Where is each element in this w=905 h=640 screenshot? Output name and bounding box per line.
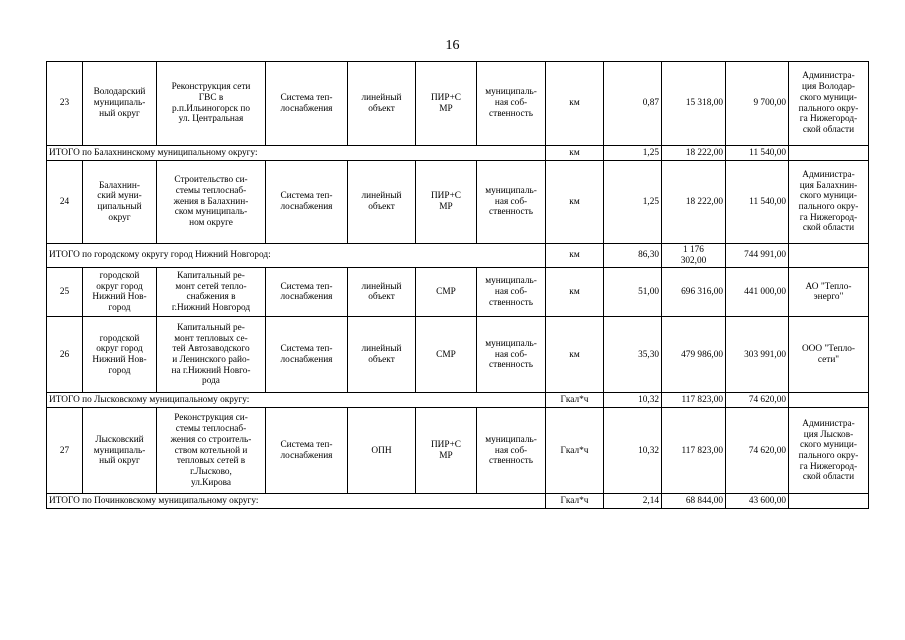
cost-total-cell: 18 222,00 xyxy=(662,161,726,244)
executor-cell: Администра- ция Балахнин- ского муници- пального окру- га Нижегород- ской области xyxy=(789,161,869,244)
executor-cell: Администра- ция Лысков- ского муници- пального окру- га Нижегород- ской области xyxy=(789,408,869,494)
quantity-cell: 86,30 xyxy=(604,244,662,268)
object-cell: линейный объект xyxy=(348,62,416,146)
unit-cell: км xyxy=(546,317,604,393)
table-row xyxy=(47,161,869,244)
executor-cell xyxy=(789,244,869,268)
system-cell: Система теп- лоснабжения xyxy=(266,317,348,393)
cost-budget-cell: 11 540,00 xyxy=(726,161,789,244)
row-number: 24 xyxy=(47,161,83,244)
cost-total-cell: 68 844,00 xyxy=(662,494,726,509)
cost-total-cell: 117 823,00 xyxy=(662,393,726,408)
executor-cell xyxy=(789,393,869,408)
unit-cell: Гкал*ч xyxy=(546,408,604,494)
total-label: ИТОГО по Починковскому муниципальному округу: xyxy=(47,494,546,509)
executor-cell: Администра- ция Володар- ского муници- пального окру- га Нижегород- ской области xyxy=(789,62,869,146)
total-label: ИТОГО по городскому округу город Нижний Новгород: xyxy=(47,244,546,268)
quantity-cell: 2,14 xyxy=(604,494,662,509)
cost-budget-cell: 74 620,00 xyxy=(726,408,789,494)
stage-cell: ПИР+С МР xyxy=(416,408,477,494)
total-label: ИТОГО по Балахнинскому муниципальному округу: xyxy=(47,146,546,161)
cost-total-cell: 15 318,00 xyxy=(662,62,726,146)
description-cell: Реконструкция си- стемы теплоснаб- жения со строитель- ством котельной и тепловых сетей в г.Лысково, ул.Кирова xyxy=(157,408,266,494)
cost-budget-cell: 744 991,00 xyxy=(726,244,789,268)
district-cell: городской округ город Нижний Нов- город xyxy=(83,268,157,317)
stage-cell: СМР xyxy=(416,268,477,317)
quantity-cell: 10,32 xyxy=(604,393,662,408)
description-cell: Капитальный ре- монт тепловых се- тей Автозаводского и Ленинского райо- на г.Нижний Новго- рода xyxy=(157,317,266,393)
total-row xyxy=(47,393,869,408)
object-cell: ОПН xyxy=(348,408,416,494)
row-number: 27 xyxy=(47,408,83,494)
system-cell: Система теп- лоснабжения xyxy=(266,268,348,317)
description-cell: Строительство си- стемы теплоснаб- жения в Балахнин- ском муниципаль- ном округе xyxy=(157,161,266,244)
description-cell: Капитальный ре- монт сетей тепло- снабжения в г.Нижний Новгород xyxy=(157,268,266,317)
page-number: 16 xyxy=(445,38,460,53)
district-cell: Володарский муниципаль- ный округ xyxy=(83,62,157,146)
unit-cell: км xyxy=(546,62,604,146)
system-cell: Система теп- лоснабжения xyxy=(266,408,348,494)
quantity-cell: 10,32 xyxy=(604,408,662,494)
total-label: ИТОГО по Лысковскому муниципальному округу: xyxy=(47,393,546,408)
cost-budget-cell: 9 700,00 xyxy=(726,62,789,146)
table-row xyxy=(47,62,869,146)
unit-cell: км xyxy=(546,161,604,244)
object-cell: линейный объект xyxy=(348,161,416,244)
executor-cell: АО "Тепло- энерго" xyxy=(789,268,869,317)
object-cell: линейный объект xyxy=(348,317,416,393)
district-cell: городской округ город Нижний Нов- город xyxy=(83,317,157,393)
total-row xyxy=(47,244,869,268)
cost-budget-cell: 74 620,00 xyxy=(726,393,789,408)
quantity-cell: 35,30 xyxy=(604,317,662,393)
executor-cell xyxy=(789,494,869,509)
cost-budget-cell: 43 600,00 xyxy=(726,494,789,509)
ownership-cell: муниципаль- ная соб- ственность xyxy=(477,317,546,393)
unit-cell: Гкал*ч xyxy=(546,393,604,408)
unit-cell: Гкал*ч xyxy=(546,494,604,509)
table-row xyxy=(47,268,869,317)
cost-total-cell: 117 823,00 xyxy=(662,408,726,494)
quantity-cell: 1,25 xyxy=(604,161,662,244)
cost-total-cell: 479 986,00 xyxy=(662,317,726,393)
quantity-cell: 0,87 xyxy=(604,62,662,146)
district-cell: Лысковский муниципаль- ный округ xyxy=(83,408,157,494)
cost-total-cell: 18 222,00 xyxy=(662,146,726,161)
district-cell: Балахнин- ский муни- ципальный округ xyxy=(83,161,157,244)
cost-budget-cell: 11 540,00 xyxy=(726,146,789,161)
row-number: 26 xyxy=(47,317,83,393)
executor-cell: ООО "Тепло- сети" xyxy=(789,317,869,393)
total-row xyxy=(47,494,869,509)
object-cell: линейный объект xyxy=(348,268,416,317)
table-row xyxy=(47,317,869,393)
unit-cell: км xyxy=(546,244,604,268)
cost-budget-cell: 303 991,00 xyxy=(726,317,789,393)
cost-total-cell: 696 316,00 xyxy=(662,268,726,317)
table-row xyxy=(47,408,869,494)
ownership-cell: муниципаль- ная соб- ственность xyxy=(477,161,546,244)
stage-cell: СМР xyxy=(416,317,477,393)
unit-cell: км xyxy=(546,268,604,317)
ownership-cell: муниципаль- ная соб- ственность xyxy=(477,62,546,146)
unit-cell: км xyxy=(546,146,604,161)
cost-total-cell: 1 176 302,00 xyxy=(662,244,726,268)
program-table xyxy=(46,61,869,509)
description-cell: Реконструкция сети ГВС в р.п.Ильиногорск по ул. Центральная xyxy=(157,62,266,146)
row-number: 25 xyxy=(47,268,83,317)
row-number: 23 xyxy=(47,62,83,146)
quantity-cell: 51,00 xyxy=(604,268,662,317)
executor-cell xyxy=(789,146,869,161)
cost-budget-cell: 441 000,00 xyxy=(726,268,789,317)
ownership-cell: муниципаль- ная соб- ственность xyxy=(477,408,546,494)
stage-cell: ПИР+С МР xyxy=(416,62,477,146)
system-cell: Система теп- лоснабжения xyxy=(266,62,348,146)
total-row xyxy=(47,146,869,161)
system-cell: Система теп- лоснабжения xyxy=(266,161,348,244)
ownership-cell: муниципаль- ная соб- ственность xyxy=(477,268,546,317)
stage-cell: ПИР+С МР xyxy=(416,161,477,244)
quantity-cell: 1,25 xyxy=(604,146,662,161)
